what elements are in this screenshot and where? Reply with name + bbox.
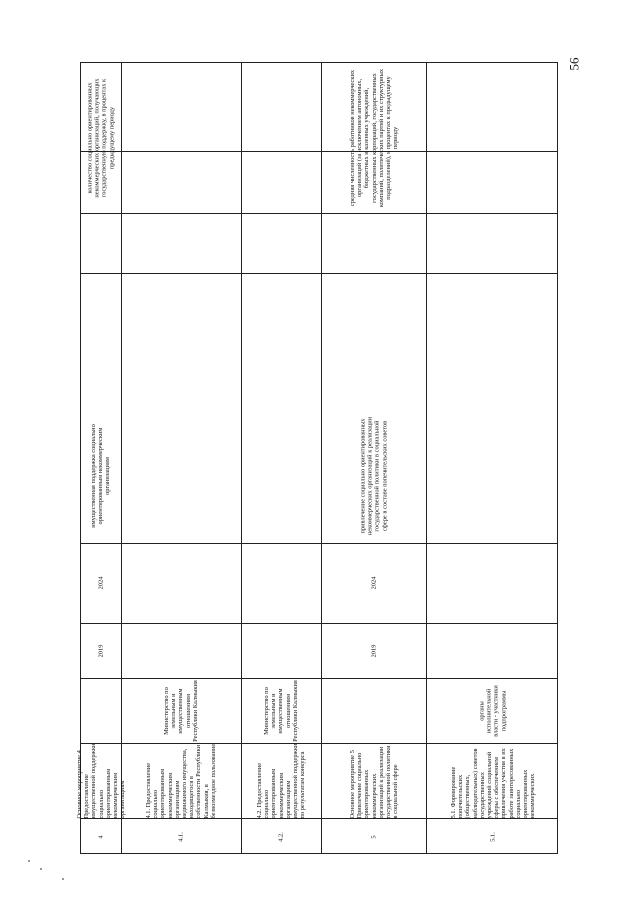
event-text: Основное мероприятие 5 Привлечение социально ориентированных некоммерческих организаций к реализации государственной политики в социальной сфере xyxy=(348,744,399,818)
row-4-num xyxy=(81,818,121,855)
result-text: привлечение социально ориентированных некоммерческих организаций к реализации государственной политики в социальной сфере в составе попечительских советов xyxy=(359,416,388,535)
row-4-indicator xyxy=(81,63,121,213)
row-5-indicator xyxy=(321,63,426,213)
column-divider xyxy=(81,213,557,214)
row-number: 5 xyxy=(369,834,377,839)
column-divider xyxy=(81,273,557,274)
row-number: 4 xyxy=(97,834,105,839)
row-4-result xyxy=(81,408,121,543)
row-5-num xyxy=(321,818,426,855)
event-text: 4.1. Предоставление социально ориентированным некоммерческим организациям недвижимого имущества, находящегося в собственности Республики Калмыкия, в безвозмездное пользование xyxy=(144,743,217,818)
row-number: 4.2. xyxy=(277,831,285,842)
indicator-text: средняя численность работников некоммерческих организаций (за исключением автономных, бюджетных и казенных учреждений, государственных корпораций, государственных компаний, политических партий и их структурных подразделений), в процентах к предыдущему периоду xyxy=(348,68,399,208)
row-5-event xyxy=(321,743,426,818)
event-text: 5.1. Формирование попечительских (общественных, наблюдательных) советов государственных учреждений социальной сферы с обеспечением привлечения участия в их работе заинтересованных социально ориентированных некоммерческих xyxy=(449,747,536,818)
row-5-end xyxy=(321,543,426,623)
row-4-1-num xyxy=(121,818,241,855)
executor-text: Министерство по земельным и имущественным отношениям Республики Калмыкия xyxy=(162,679,199,742)
event-text: Основное мероприятие 4 Предоставление имущественной поддержки социально ориентированным некоммерческим организациям xyxy=(75,743,127,818)
end-year: 2024 xyxy=(97,576,105,590)
row-4-1-event xyxy=(121,743,241,818)
column-divider xyxy=(81,151,557,152)
program-table xyxy=(75,62,558,854)
column-divider xyxy=(81,623,557,624)
row-4-1-executor xyxy=(121,678,241,743)
row-5-1-executor xyxy=(426,678,559,743)
start-year: 2019 xyxy=(369,644,377,657)
indicator-text: количество социально ориентированных некоммерческих организаций, получающих государственную поддержку, в процентах к предыдущему периоду xyxy=(86,78,116,198)
row-5-1-num xyxy=(426,818,559,855)
event-text: 4.2. Предоставление социально ориентированным некоммерческим организациям имущественной поддержки по результатам конкурса xyxy=(255,743,307,818)
row-number: 5.1. xyxy=(488,831,496,842)
scan-speck xyxy=(40,868,42,870)
row-4-2-executor xyxy=(241,678,321,743)
row-number: 4.1. xyxy=(177,831,185,842)
scan-speck xyxy=(28,860,30,862)
row-5-result xyxy=(321,408,426,543)
column-divider xyxy=(81,543,557,544)
scan-speck xyxy=(62,878,64,880)
row-5-1-event xyxy=(426,743,559,818)
end-year: 2024 xyxy=(369,576,377,590)
row-5-start xyxy=(321,623,426,678)
start-year: 2019 xyxy=(97,644,105,657)
row-4-2-event xyxy=(241,743,321,818)
row-4-event xyxy=(75,743,127,818)
executor-text: органы исполнительной власти - участники подпрограммы xyxy=(478,684,507,737)
row-4-start xyxy=(81,623,121,678)
page-number: 56 xyxy=(566,57,582,71)
executor-text: Министерство по земельным и имущественным отношениям Республики Калмыкия xyxy=(262,679,299,742)
row-4-end xyxy=(81,543,121,623)
row-4-2-num xyxy=(241,818,321,855)
result-text: имущественная поддержка социально ориентированным некоммерческим организациям xyxy=(90,423,112,528)
